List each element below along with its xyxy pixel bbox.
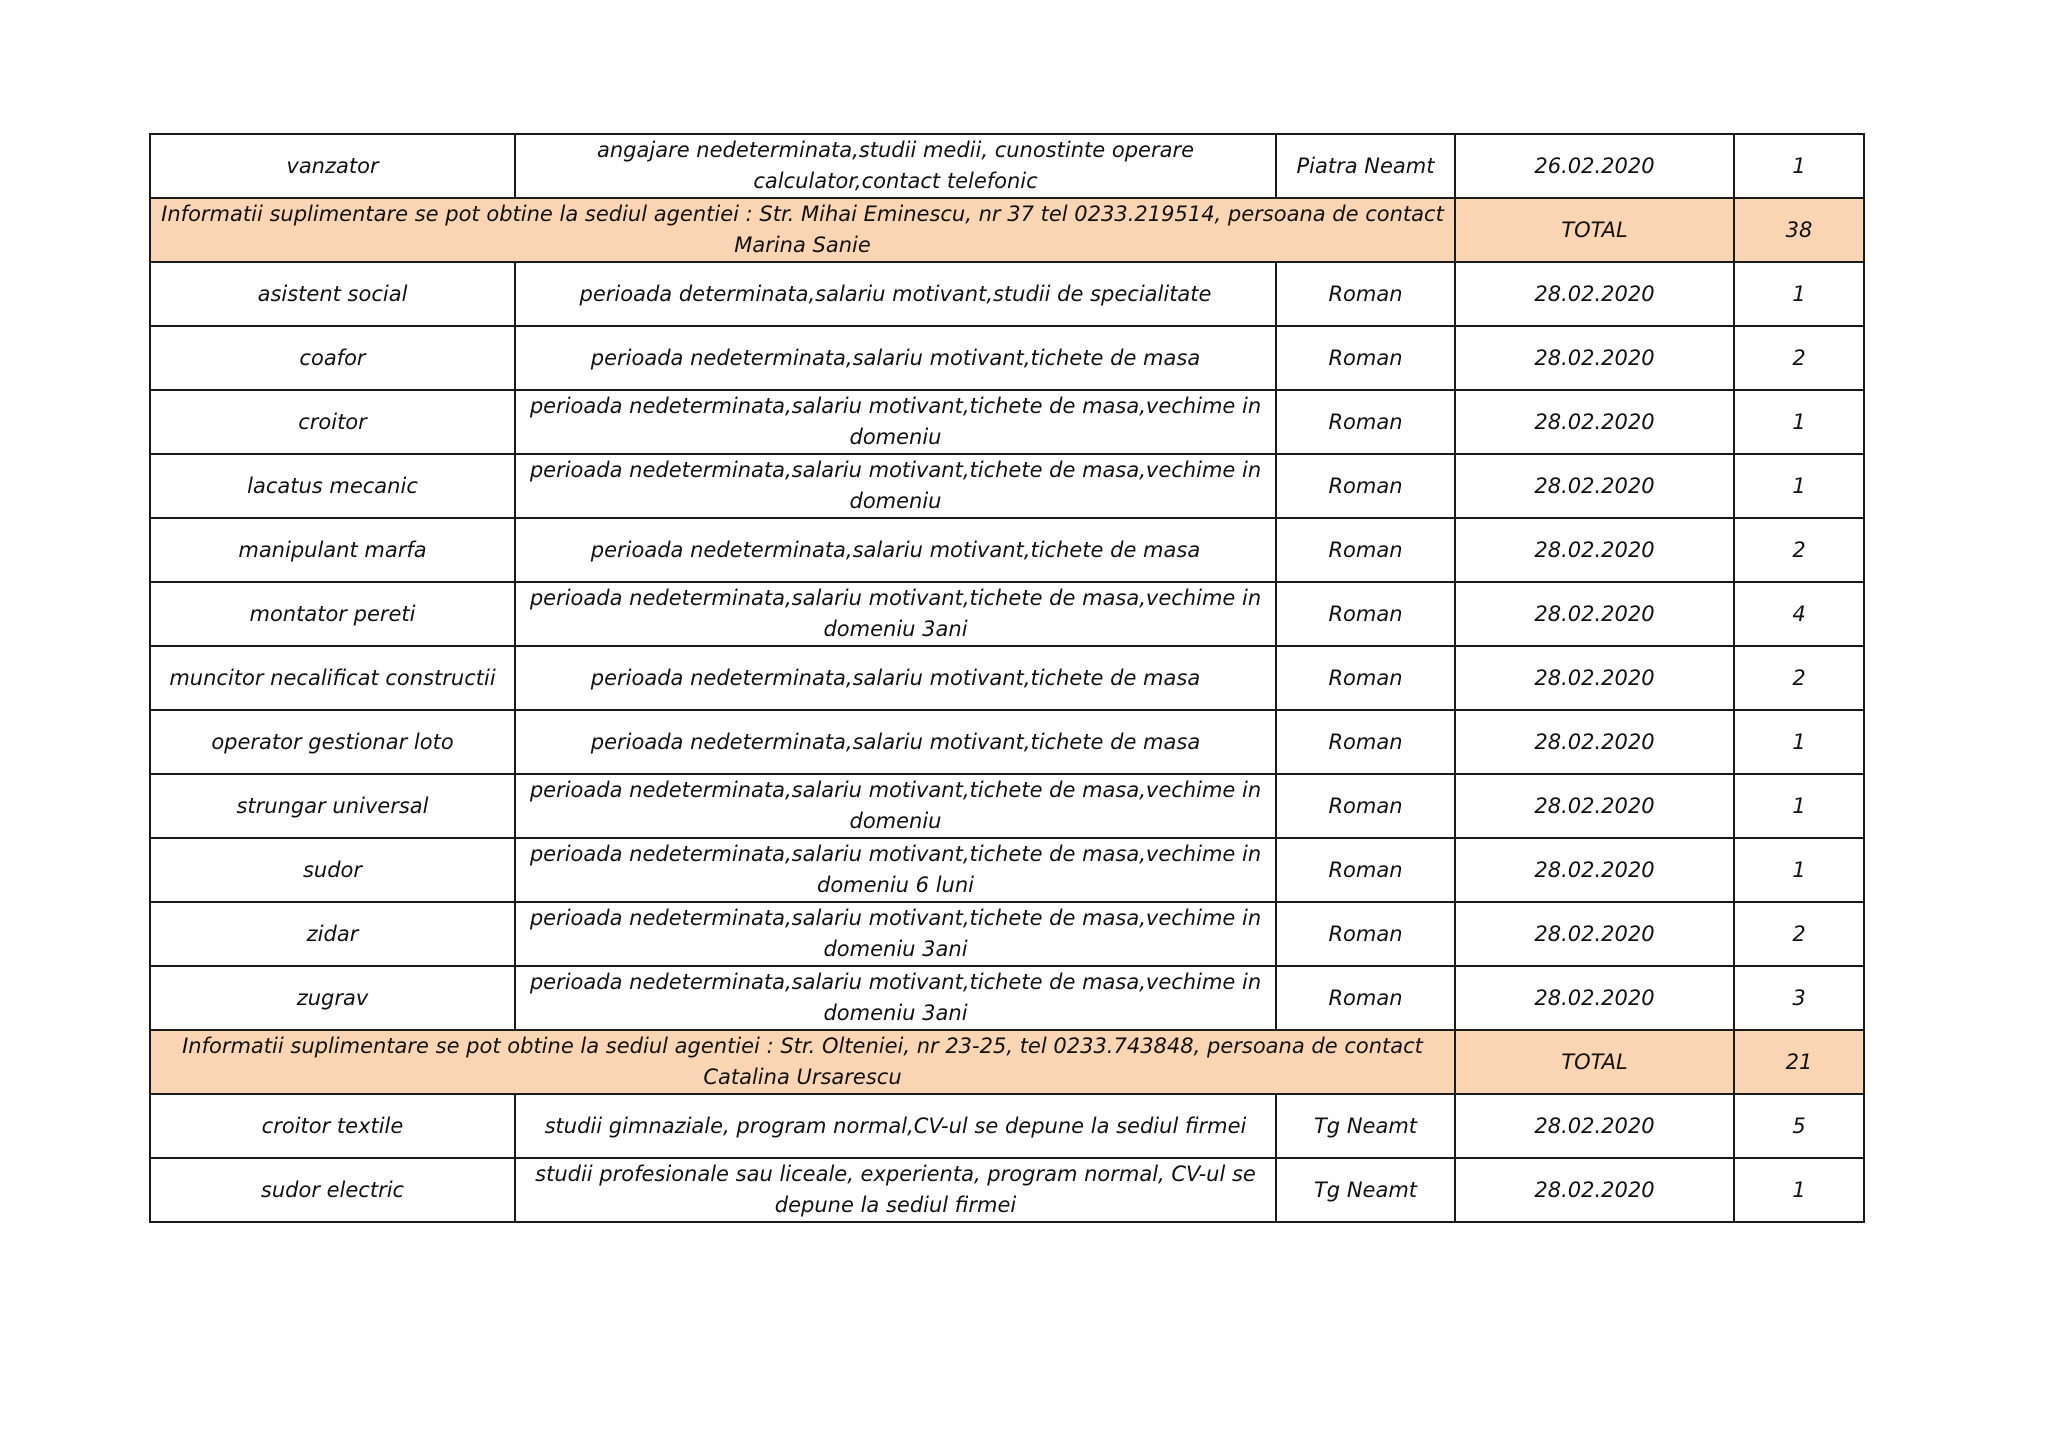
positions-count-cell: 1 [1734, 390, 1864, 454]
job-title-cell: croitor [150, 390, 515, 454]
job-title-cell: montator pereti [150, 582, 515, 646]
date-cell: 28.02.2020 [1455, 838, 1734, 902]
positions-count-cell: 2 [1734, 326, 1864, 390]
location-cell: Roman [1276, 582, 1455, 646]
location-cell: Roman [1276, 326, 1455, 390]
table-row [150, 838, 1864, 902]
location-cell: Roman [1276, 966, 1455, 1030]
location-cell: Roman [1276, 902, 1455, 966]
job-title-cell: croitor textile [150, 1094, 515, 1158]
job-title-cell: operator gestionar loto [150, 710, 515, 774]
positions-count-cell: 1 [1734, 262, 1864, 326]
job-title-cell: sudor [150, 838, 515, 902]
table-row [150, 454, 1864, 518]
date-cell: 28.02.2020 [1455, 774, 1734, 838]
job-title-cell: lacatus mecanic [150, 454, 515, 518]
date-cell: 28.02.2020 [1455, 1094, 1734, 1158]
table-row [150, 518, 1864, 582]
job-details-cell: angajare nedeterminata,studii medii, cunostinte operare calculator,contact telefonic [515, 134, 1276, 198]
table-row [150, 134, 1864, 198]
total-value-cell: 38 [1734, 198, 1864, 262]
table-row [150, 710, 1864, 774]
job-title-cell: sudor electric [150, 1158, 515, 1222]
date-cell: 28.02.2020 [1455, 390, 1734, 454]
job-title-cell: zidar [150, 902, 515, 966]
location-cell: Tg Neamt [1276, 1094, 1455, 1158]
job-details-cell: perioada determinata,salariu motivant,studii de specialitate [515, 262, 1276, 326]
date-cell: 26.02.2020 [1455, 134, 1734, 198]
job-details-cell: perioada nedeterminata,salariu motivant,tichete de masa,vechime in domeniu 6 luni [515, 838, 1276, 902]
agency-summary-row [150, 1030, 1864, 1094]
positions-count-cell: 2 [1734, 646, 1864, 710]
total-label-cell: TOTAL [1455, 198, 1734, 262]
table-row [150, 902, 1864, 966]
positions-count-cell: 1 [1734, 774, 1864, 838]
table-row [150, 262, 1864, 326]
location-cell: Roman [1276, 646, 1455, 710]
location-cell: Roman [1276, 262, 1455, 326]
table-row [150, 326, 1864, 390]
table-row [150, 646, 1864, 710]
job-details-cell: perioada nedeterminata,salariu motivant,tichete de masa [515, 646, 1276, 710]
positions-count-cell: 5 [1734, 1094, 1864, 1158]
positions-count-cell: 4 [1734, 582, 1864, 646]
job-title-cell: zugrav [150, 966, 515, 1030]
date-cell: 28.02.2020 [1455, 646, 1734, 710]
date-cell: 28.02.2020 [1455, 1158, 1734, 1222]
date-cell: 28.02.2020 [1455, 518, 1734, 582]
total-label-cell: TOTAL [1455, 1030, 1734, 1094]
location-cell: Roman [1276, 454, 1455, 518]
job-title-cell: strungar universal [150, 774, 515, 838]
table-row [150, 1094, 1864, 1158]
date-cell: 28.02.2020 [1455, 902, 1734, 966]
job-title-cell: vanzator [150, 134, 515, 198]
job-title-cell: coafor [150, 326, 515, 390]
location-cell: Roman [1276, 390, 1455, 454]
date-cell: 28.02.2020 [1455, 582, 1734, 646]
positions-count-cell: 1 [1734, 454, 1864, 518]
date-cell: 28.02.2020 [1455, 710, 1734, 774]
positions-count-cell: 2 [1734, 902, 1864, 966]
job-details-cell: perioada nedeterminata,salariu motivant,tichete de masa [515, 518, 1276, 582]
job-details-cell: perioada nedeterminata,salariu motivant,tichete de masa,vechime in domeniu 3ani [515, 582, 1276, 646]
job-details-cell: studii profesionale sau liceale, experienta, program normal, CV-ul se depune la sediul firmei [515, 1158, 1276, 1222]
table-row [150, 582, 1864, 646]
job-details-cell: perioada nedeterminata,salariu motivant,tichete de masa,vechime in domeniu 3ani [515, 966, 1276, 1030]
positions-count-cell: 3 [1734, 966, 1864, 1030]
table-row [150, 390, 1864, 454]
positions-count-cell: 1 [1734, 134, 1864, 198]
job-details-cell: studii gimnaziale, program normal,CV-ul se depune la sediul firmei [515, 1094, 1276, 1158]
job-details-cell: perioada nedeterminata,salariu motivant,tichete de masa [515, 326, 1276, 390]
job-details-cell: perioada nedeterminata,salariu motivant,tichete de masa,vechime in domeniu [515, 454, 1276, 518]
location-cell: Roman [1276, 838, 1455, 902]
positions-count-cell: 1 [1734, 1158, 1864, 1222]
location-cell: Roman [1276, 774, 1455, 838]
location-cell: Tg Neamt [1276, 1158, 1455, 1222]
job-details-cell: perioada nedeterminata,salariu motivant,tichete de masa,vechime in domeniu [515, 390, 1276, 454]
agency-info-cell: Informatii suplimentare se pot obtine la sediul agentiei : Str. Mihai Eminescu, nr 37 tel 0233.219514, persoana de contact Marina Sanie [150, 198, 1455, 262]
agency-summary-row [150, 198, 1864, 262]
table-row [150, 774, 1864, 838]
positions-count-cell: 1 [1734, 838, 1864, 902]
table-row [150, 1158, 1864, 1222]
date-cell: 28.02.2020 [1455, 966, 1734, 1030]
job-title-cell: muncitor necalificat constructii [150, 646, 515, 710]
location-cell: Piatra Neamt [1276, 134, 1455, 198]
agency-info-cell: Informatii suplimentare se pot obtine la sediul agentiei : Str. Olteniei, nr 23-25, tel 0233.743848, persoana de contact Catalina Ursarescu [150, 1030, 1455, 1094]
job-title-cell: asistent social [150, 262, 515, 326]
job-title-cell: manipulant marfa [150, 518, 515, 582]
positions-count-cell: 1 [1734, 710, 1864, 774]
job-details-cell: perioada nedeterminata,salariu motivant,tichete de masa [515, 710, 1276, 774]
date-cell: 28.02.2020 [1455, 454, 1734, 518]
location-cell: Roman [1276, 518, 1455, 582]
job-details-cell: perioada nedeterminata,salariu motivant,tichete de masa,vechime in domeniu 3ani [515, 902, 1276, 966]
date-cell: 28.02.2020 [1455, 262, 1734, 326]
total-value-cell: 21 [1734, 1030, 1864, 1094]
job-details-cell: perioada nedeterminata,salariu motivant,tichete de masa,vechime in domeniu [515, 774, 1276, 838]
table-row [150, 966, 1864, 1030]
job-offers-sheet [149, 133, 1863, 1223]
job-offers-table [149, 133, 1865, 1223]
positions-count-cell: 2 [1734, 518, 1864, 582]
date-cell: 28.02.2020 [1455, 326, 1734, 390]
location-cell: Roman [1276, 710, 1455, 774]
